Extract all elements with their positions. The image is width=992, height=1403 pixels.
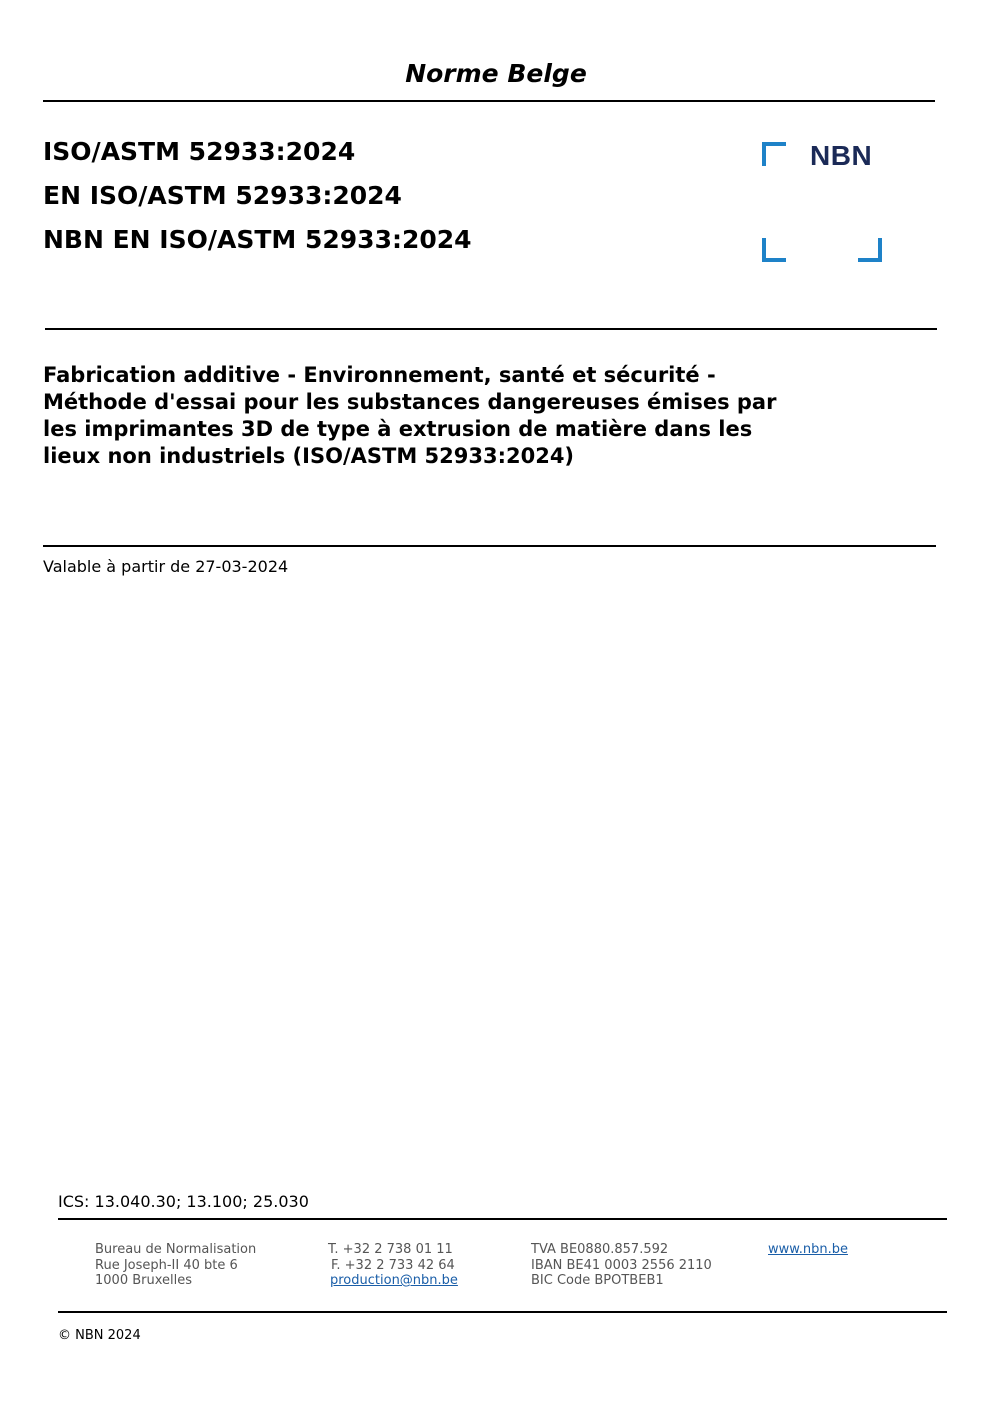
vat-number: TVA BE0880.857.592 — [531, 1242, 669, 1257]
document-title — [43, 362, 903, 470]
ics-classification: ICS: 13.040.30; 13.100; 25.030 — [58, 1192, 309, 1211]
document-title-line: Méthode d'essai pour les substances dangereuses émises par — [43, 390, 777, 414]
bic-code: BIC Code BPOTBEB1 — [531, 1273, 664, 1288]
address-line: Rue Joseph-II 40 bte 6 — [95, 1257, 238, 1273]
nbn-logo — [762, 142, 886, 262]
document-title-line: Fabrication additive - Environnement, santé et sécurité - — [43, 363, 716, 387]
fax-number: F. +32 2 733 42 64 — [331, 1257, 455, 1273]
valid-from-date: Valable à partir de 27-03-2024 — [43, 557, 289, 576]
address-line: Bureau de Normalisation — [95, 1242, 257, 1257]
header-divider — [43, 100, 935, 102]
footer-bank — [531, 1242, 712, 1289]
footer-top-divider — [58, 1218, 947, 1220]
header-title: Norme Belge — [405, 59, 587, 88]
footer-bottom-divider — [58, 1311, 947, 1313]
phone-number: T. +32 2 738 01 11 — [328, 1242, 453, 1257]
iban-number: IBAN BE41 0003 2556 2110 — [531, 1257, 712, 1273]
document-title-line: lieux non industriels (ISO/ASTM 52933:2024) — [43, 444, 575, 468]
copyright-notice: © NBN 2024 — [58, 1328, 141, 1343]
en-code: EN ISO/ASTM 52933:2024 — [43, 181, 402, 210]
title-divider — [43, 545, 936, 547]
codes-divider — [45, 328, 937, 330]
standard-codes — [43, 130, 472, 262]
email-link[interactable]: production@nbn.be — [330, 1273, 458, 1288]
document-title-line: les imprimantes 3D de type à extrusion de matière dans les — [43, 417, 753, 441]
nbn-code: NBN EN ISO/ASTM 52933:2024 — [43, 225, 472, 254]
address-line: 1000 Bruxelles — [95, 1273, 193, 1288]
website-link[interactable]: www.nbn.be — [768, 1242, 848, 1257]
footer-website — [768, 1242, 848, 1258]
footer-address — [95, 1242, 256, 1289]
iso-code: ISO/ASTM 52933:2024 — [43, 137, 356, 166]
footer-contact — [328, 1242, 458, 1289]
logo-text: NBN — [810, 140, 873, 171]
